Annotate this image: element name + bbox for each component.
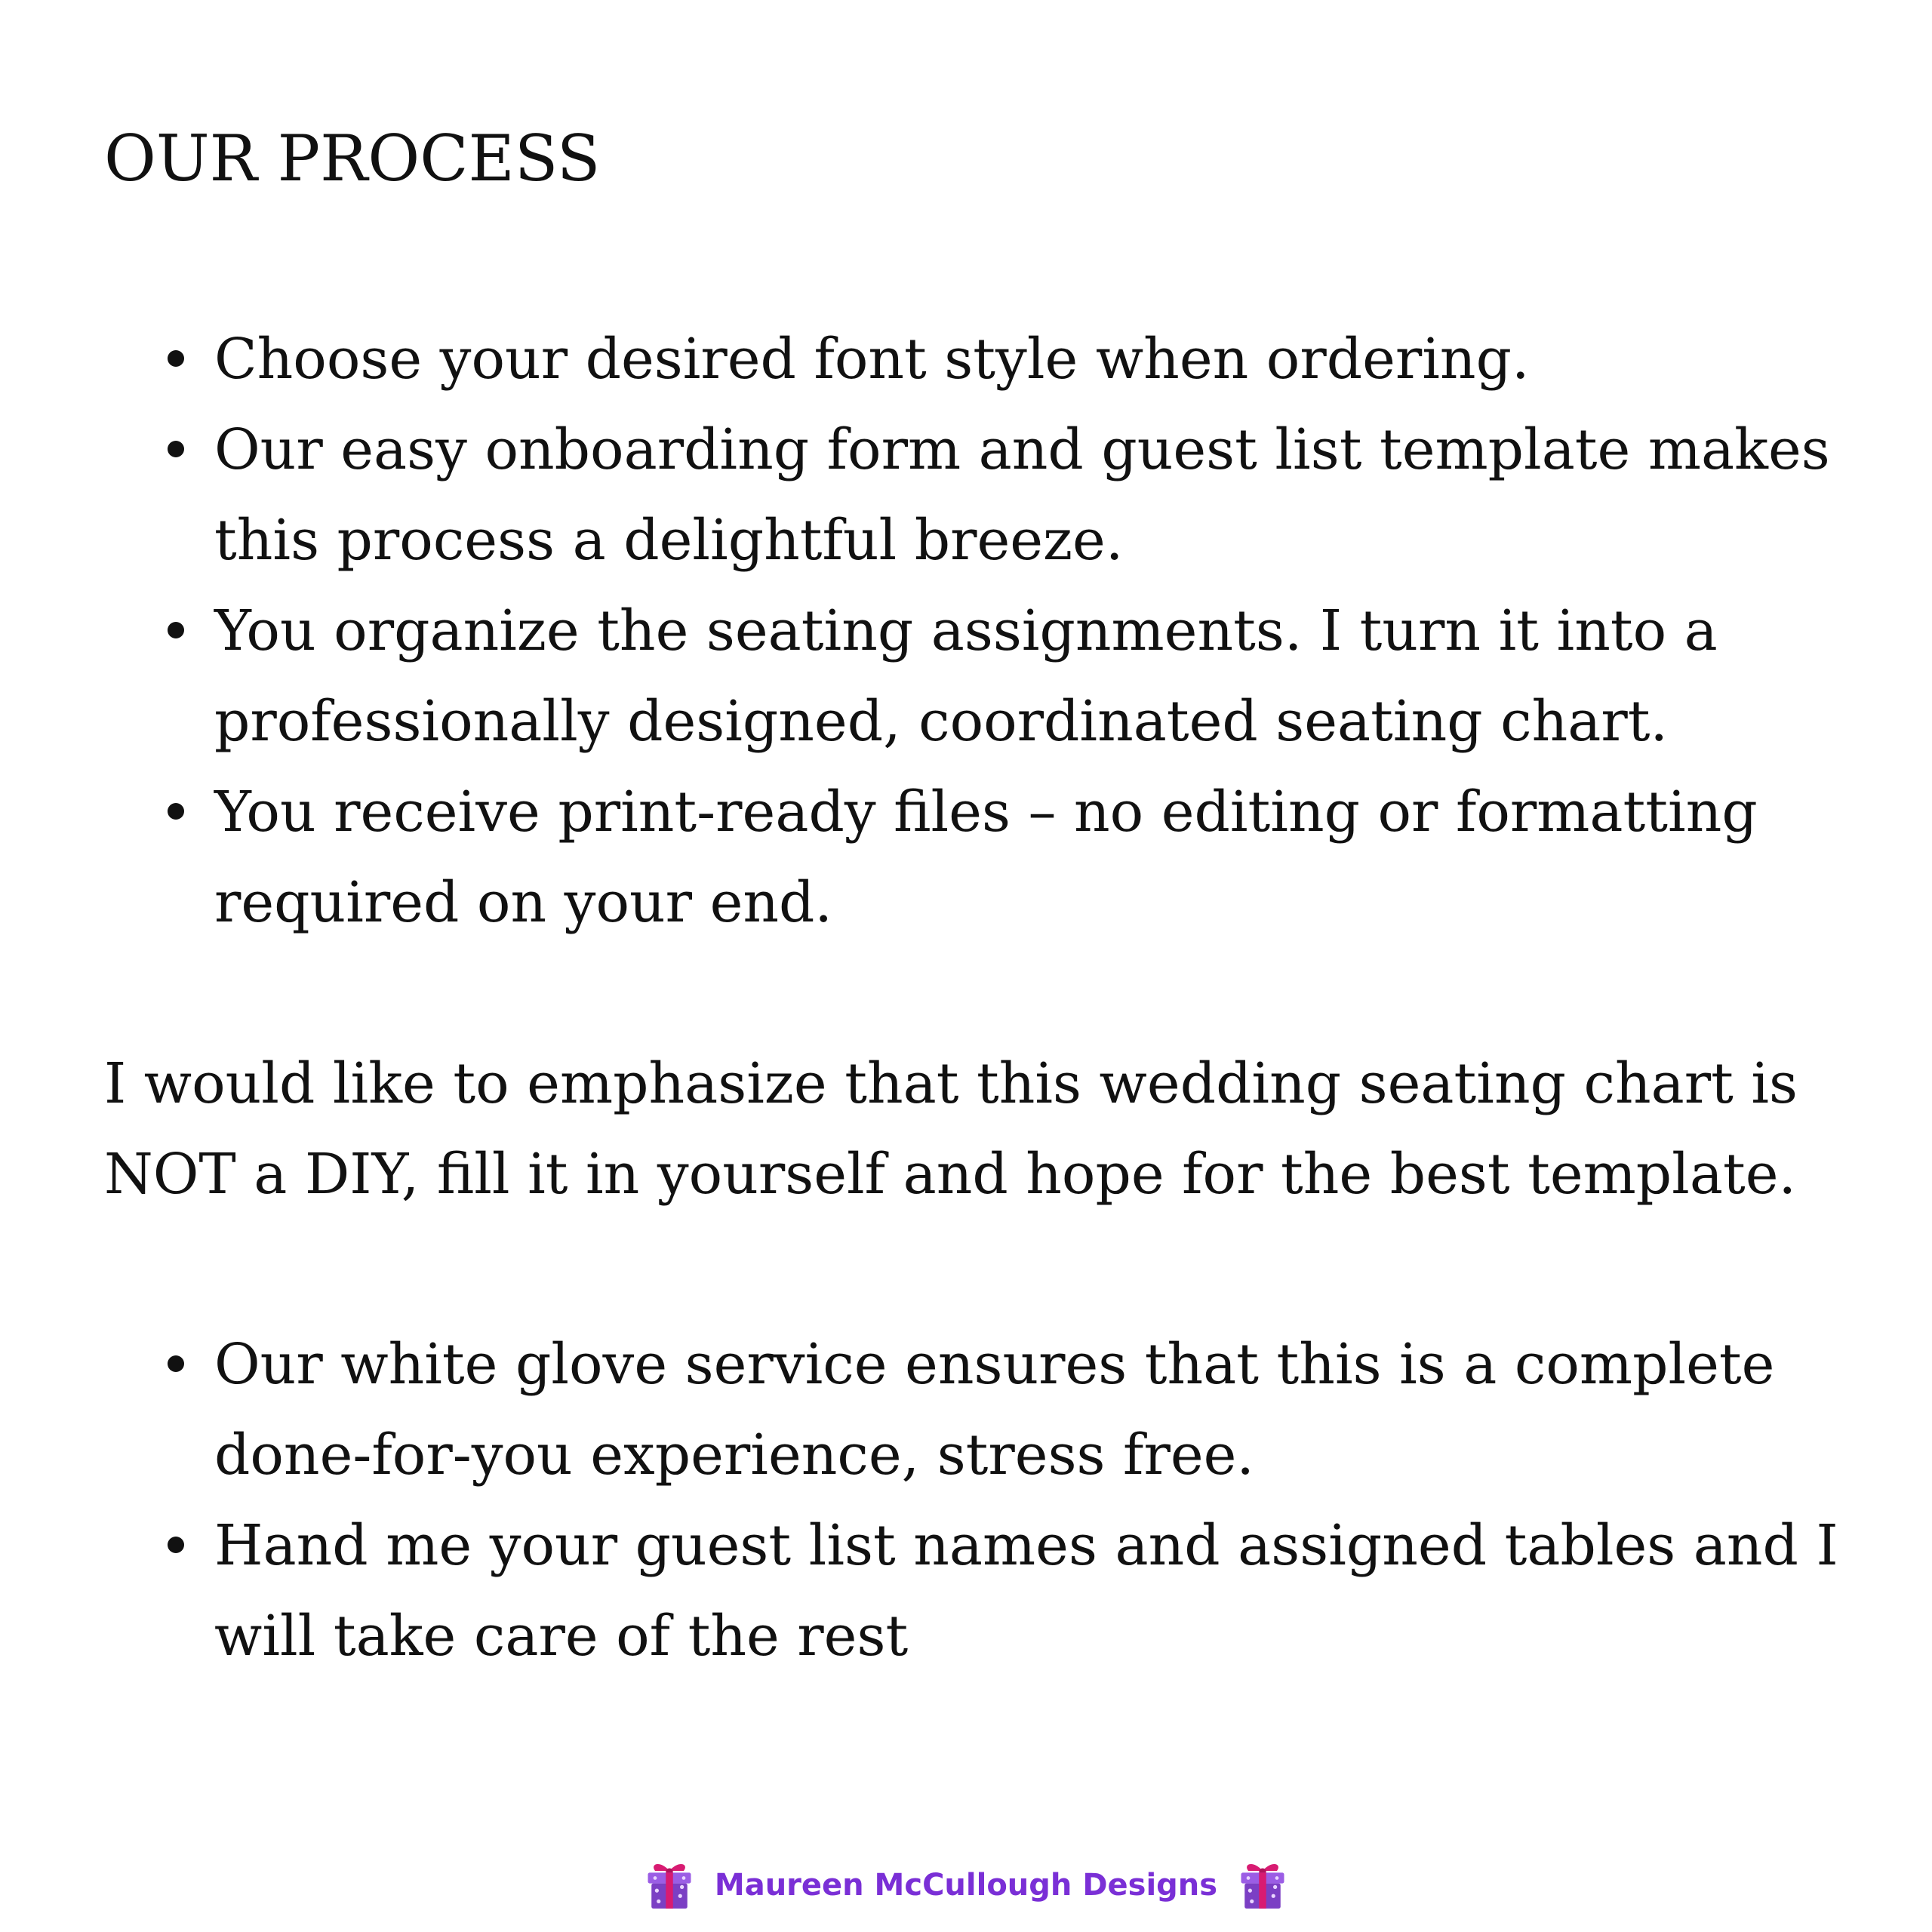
list-item-text: Hand me your guest list names and assigned tables and I will take care of the rest bbox=[214, 1513, 1838, 1669]
list-item bbox=[214, 1319, 1905, 1500]
list-item-text: You receive print-ready files – no editing or formatting required on your end. bbox=[214, 780, 1758, 935]
list-item-text: Our easy onboarding form and guest list template makes this process a delightful breeze. bbox=[214, 417, 1830, 573]
gift-icon bbox=[641, 1857, 698, 1914]
list-item bbox=[214, 314, 1905, 405]
list-item-text: You organize the seating assignments. I turn it into a professionally designed, coordinated seating chart. bbox=[214, 598, 1718, 754]
bullet-icon bbox=[168, 1537, 184, 1553]
bullet-icon bbox=[168, 441, 184, 457]
bullet-icon bbox=[168, 1355, 184, 1372]
list-item bbox=[214, 586, 1905, 767]
service-list bbox=[214, 1319, 1905, 1681]
emphasis-paragraph: I would like to emphasize that this wedding seating chart is NOT a DIY, fill it in yourself and hope for the best template. bbox=[104, 1051, 1798, 1207]
brand-name: Maureen McCullough Designs bbox=[714, 1868, 1218, 1903]
process-list bbox=[214, 314, 1905, 948]
list-item bbox=[214, 1500, 1905, 1681]
gift-icon bbox=[1234, 1857, 1291, 1914]
list-item-text: Our white glove service ensures that this is a complete done-for-you experience, stress free. bbox=[214, 1332, 1775, 1487]
list-item bbox=[214, 405, 1905, 586]
footer-brand bbox=[0, 1857, 1932, 1914]
bullet-icon bbox=[168, 803, 184, 820]
bullet-icon bbox=[168, 350, 184, 367]
list-item-text: Choose your desired font style when ordering. bbox=[214, 327, 1530, 392]
list-item bbox=[214, 767, 1905, 948]
page-title: OUR PROCESS bbox=[104, 122, 601, 195]
bullet-icon bbox=[168, 622, 184, 638]
